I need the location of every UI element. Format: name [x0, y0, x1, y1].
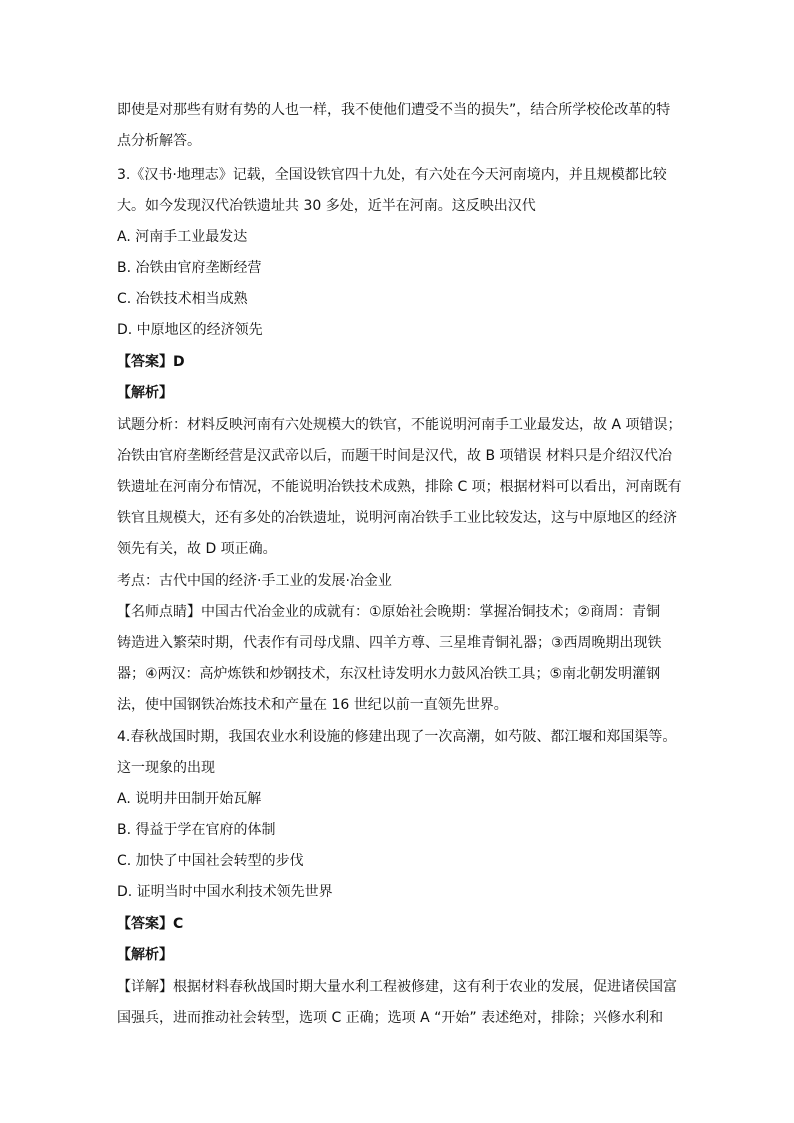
answer-label: 【答案】C — [117, 916, 184, 932]
option-a: A. 河南手工业最发达 — [117, 229, 248, 245]
option-d: D. 证明当时中国水利技术领先世界 — [117, 884, 333, 900]
question-3-stem: 大。如今发现汉代冶铁遗址共 30 多处，近半在河南。这反映出汉代 — [117, 198, 536, 214]
analysis-text: 试题分析：材料反映河南有六处规模大的铁官，不能说明河南手工业最发达，故 A 项错误； — [117, 417, 682, 433]
question-4-stem: 这一现象的出现 — [117, 760, 215, 776]
analysis-text: 领先有关，故 D 项正确。 — [117, 541, 277, 557]
teacher-note: 法，使中国钢铁冶炼技术和产量在 16 世纪以前一直领先世界。 — [117, 697, 508, 713]
analysis-text: 铁官且规模大，还有多处的冶铁遗址，说明河南冶铁手工业比较发达，这与中原地区的经济 — [117, 510, 677, 526]
teacher-note: 器；④两汉：高炉炼铁和炒钢技术，东汉杜诗发明水力鼓风冶铁工具；⑤南北朝发明灌钢 — [117, 666, 661, 682]
question-4-stem: 4.春秋战国时期，我国农业水利设施的修建出现了一次高潮，如芍陂、都江堰和郑国渠等。 — [117, 729, 677, 745]
teacher-note: 【名师点睛】中国古代冶金业的成就有：①原始社会晚期：掌握冶铜技术；②商周：青铜 — [117, 604, 661, 620]
analysis-text: 【详解】根据材料春秋战国时期大量水利工程被修建，这有利于农业的发展，促进诸侯国富 — [117, 979, 677, 995]
text-line: 即使是对那些有财有势的人也一样，我不使他们遭受不当的损失”，结合所学校伦改革的特 — [117, 102, 671, 118]
text-line: 点分析解答。 — [117, 133, 201, 149]
analysis-label: 【解析】 — [117, 947, 173, 963]
analysis-text: 冶铁由官府垄断经营是汉武帝以后，而题干时间是汉代，故 B 项错误 材料只是介绍汉代冶 — [117, 448, 672, 464]
option-a: A. 说明井田制开始瓦解 — [117, 791, 262, 807]
option-d: D. 中原地区的经济领先 — [117, 322, 263, 338]
option-c: C. 加快了中国社会转型的步伐 — [117, 853, 304, 869]
key-point: 考点：古代中国的经济·手工业的发展·冶金业 — [117, 573, 392, 589]
option-b: B. 冶铁由官府垄断经营 — [117, 260, 262, 276]
option-c: C. 冶铁技术相当成熟 — [117, 291, 248, 307]
question-3-stem: 3.《汉书·地理志》记载，全国设铁官四十九处，有六处在今天河南境内，并且规模都比较 — [117, 167, 667, 183]
answer-label: 【答案】D — [117, 354, 185, 370]
analysis-text: 铁遗址在河南分布情况，不能说明冶铁技术成熟，排除 C 项；根据材料可以看出，河南既有 — [117, 479, 682, 495]
teacher-note: 铸造进入繁荣时期，代表作有司母戊鼎、四羊方尊、三星堆青铜礼器；③西周晚期出现铁 — [117, 635, 662, 651]
analysis-label: 【解析】 — [117, 385, 173, 401]
option-b: B. 得益于学在官府的体制 — [117, 822, 276, 838]
analysis-text: 国强兵，进而推动社会转型，选项 C 正确；选项 A “开始” 表述绝对，排除；兴修水利和 — [117, 1010, 664, 1026]
